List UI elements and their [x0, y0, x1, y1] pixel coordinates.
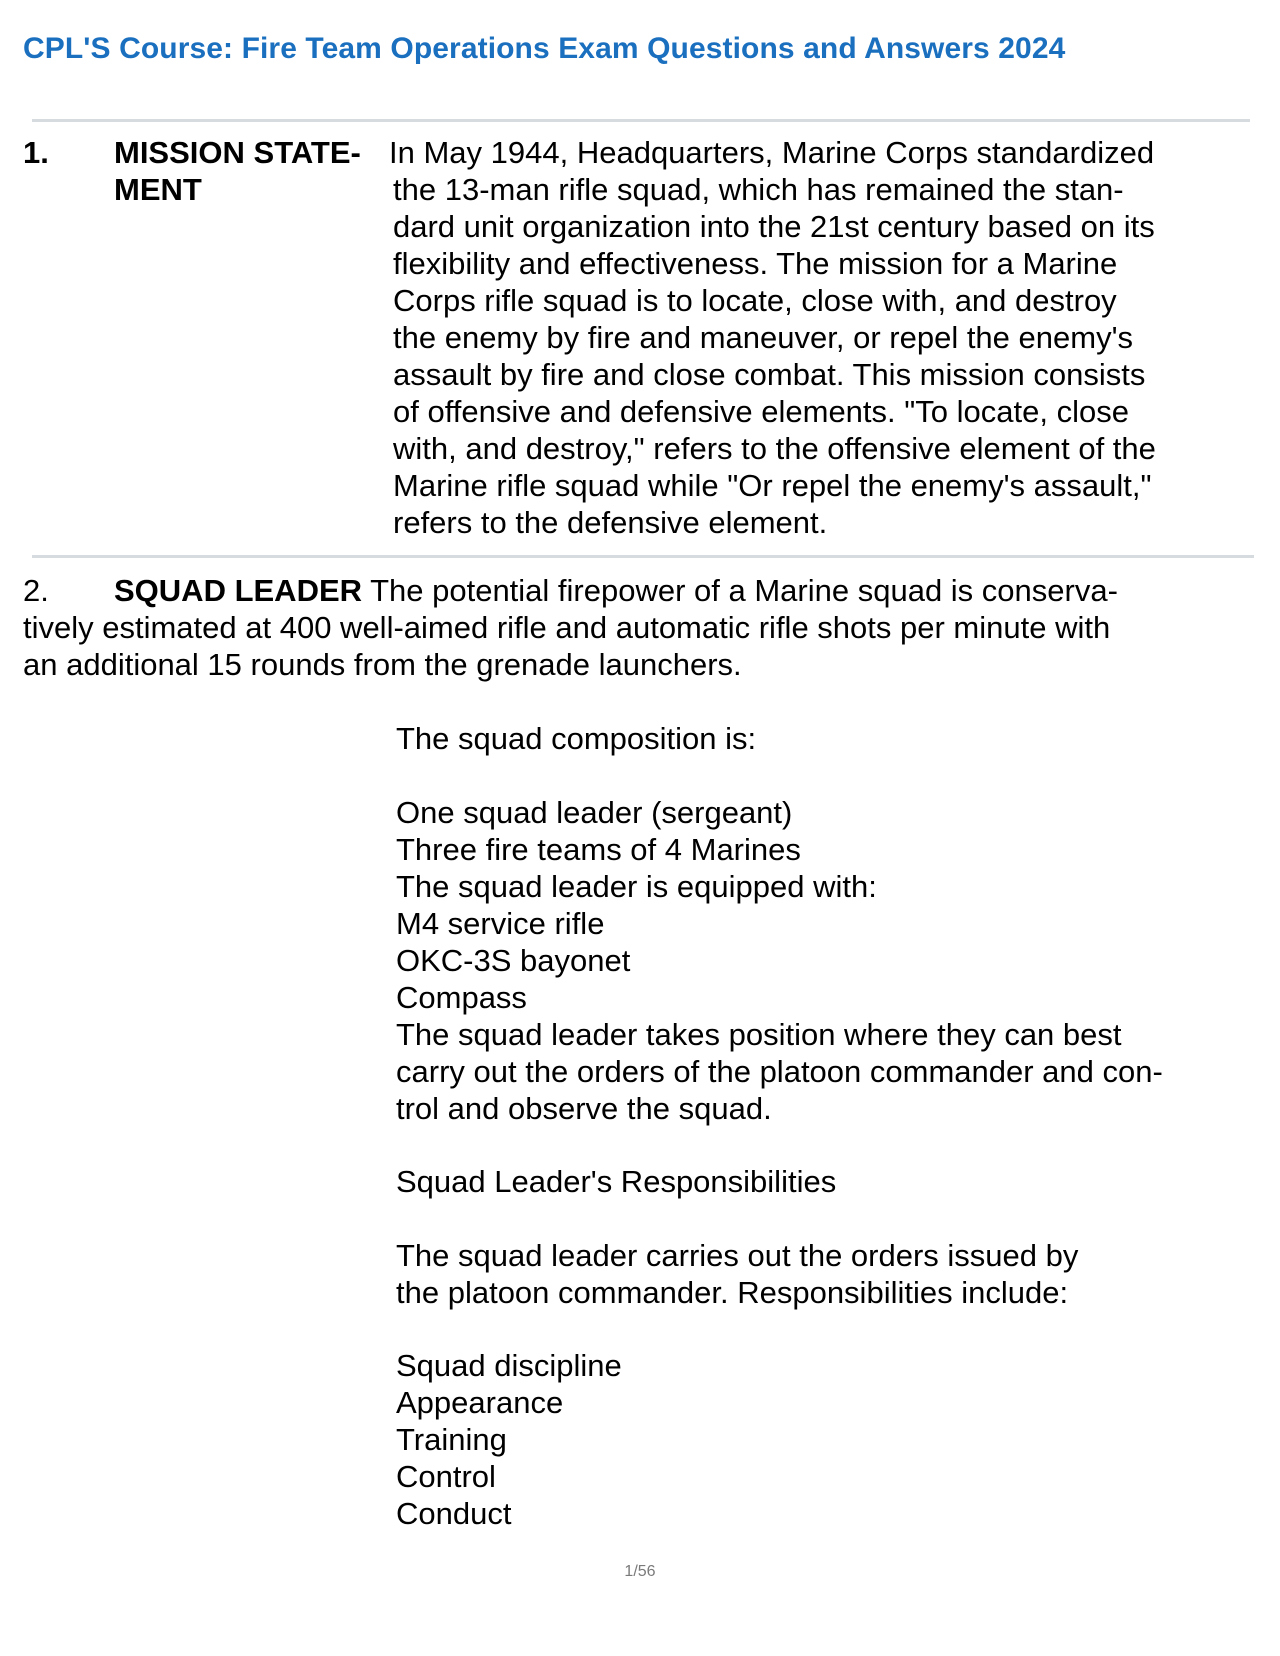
- question-term: [114, 134, 404, 208]
- question-term-line: MISSION STATE-: [114, 135, 361, 170]
- answer-line: with, and destroy," refers to the offensive element of the: [393, 431, 1156, 466]
- list-item: The squad leader is equipped with:: [396, 869, 877, 904]
- list-item: Conduct: [396, 1496, 512, 1531]
- list-item: Training: [396, 1422, 507, 1457]
- responsibilities-intro: [396, 1237, 1236, 1311]
- responsibilities-heading-block: [396, 1163, 1236, 1200]
- divider: [32, 119, 1250, 122]
- answer-line: flexibility and effectiveness. The mission for a Marine: [393, 246, 1118, 281]
- document-title: CPL'S Course: Fire Team Operations Exam Questions and Answers 2024: [23, 32, 1066, 65]
- answer-line: the enemy by fire and maneuver, or repel the enemy's: [393, 320, 1133, 355]
- question-intro-line: tively estimated at 400 well-aimed rifle and automatic rifle shots per minute with: [23, 610, 1111, 645]
- list-item: carry out the orders of the platoon commander and con-: [396, 1054, 1163, 1089]
- squad-composition-heading: The squad composition is:: [396, 721, 757, 756]
- answer-line: refers to the defensive element.: [393, 505, 828, 540]
- question-intro-text: The potential firepower of a Marine squad is conserva-: [370, 573, 1118, 608]
- question-number: 2.: [23, 573, 49, 608]
- question-number: 1.: [23, 135, 49, 170]
- answer-line: Corps rifle squad is to locate, close with, and destroy: [393, 283, 1117, 318]
- responsibilities-intro-line: The squad leader carries out the orders issued by: [396, 1238, 1079, 1273]
- answer-line: assault by fire and close combat. This mission consists: [393, 357, 1146, 392]
- squad-composition-heading-block: [396, 720, 1236, 757]
- answer-line: the 13-man rifle squad, which has remained the stan-: [393, 172, 1124, 207]
- list-item: Squad discipline: [396, 1348, 622, 1383]
- responsibilities-intro-line: the platoon commander. Responsibilities include:: [396, 1275, 1069, 1310]
- list-item: The squad leader takes position where they can best: [396, 1017, 1122, 1052]
- divider: [32, 555, 1254, 558]
- list-item: Three fire teams of 4 Marines: [396, 832, 801, 867]
- answer-line: dard unit organization into the 21st century based on its: [393, 209, 1155, 244]
- list-item: One squad leader (sergeant): [396, 795, 793, 830]
- question-intro-line: [23, 572, 1253, 609]
- answer-line: Marine rifle squad while "Or repel the enemy's assault,": [393, 468, 1152, 503]
- list-item: OKC-3S bayonet: [396, 943, 631, 978]
- page-indicator: 1/56: [624, 1563, 656, 1580]
- answer-line: In May 1944, Headquarters, Marine Corps standardized: [389, 135, 1155, 170]
- responsibilities-list: [396, 1347, 1236, 1532]
- list-item: M4 service rifle: [396, 906, 605, 941]
- squad-composition-list: [396, 794, 1236, 1127]
- list-item: Control: [396, 1459, 496, 1494]
- list-item: Appearance: [396, 1385, 564, 1420]
- answer-line: of offensive and defensive elements. "To locate, close: [393, 394, 1129, 429]
- responsibilities-heading: Squad Leader's Responsibilities: [396, 1164, 837, 1199]
- question-intro-line: an additional 15 rounds from the grenade launchers.: [23, 647, 742, 682]
- list-item: Compass: [396, 980, 527, 1015]
- list-item: trol and observe the squad.: [396, 1091, 772, 1126]
- question-term: SQUAD LEADER: [114, 573, 363, 608]
- question-term-line: MENT: [114, 172, 202, 207]
- question-answer: [389, 134, 1253, 541]
- question-2: [23, 572, 1253, 683]
